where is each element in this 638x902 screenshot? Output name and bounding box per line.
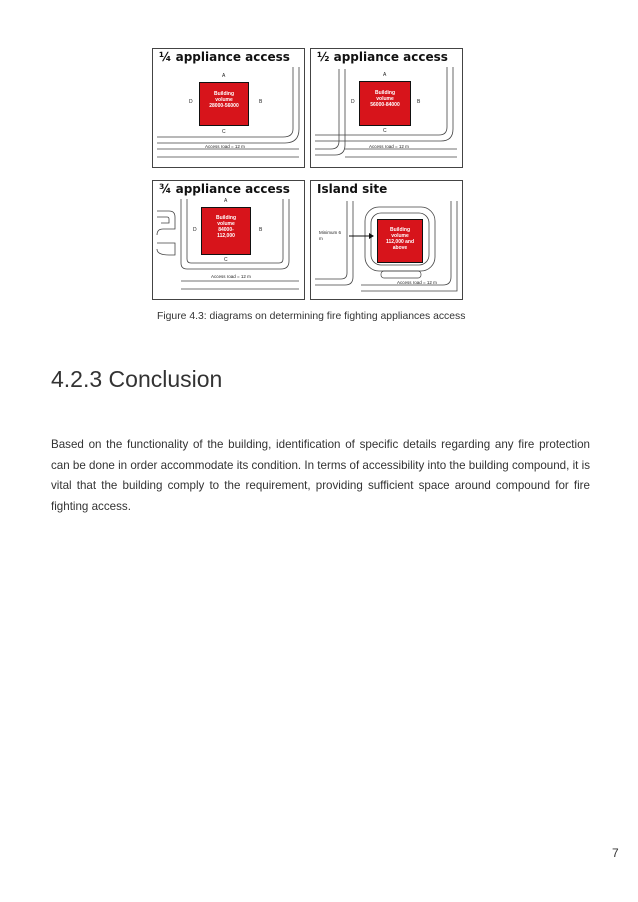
page-number: 7: [612, 846, 619, 860]
building-block: [201, 207, 251, 255]
minimum-distance-label: m: [319, 236, 323, 241]
building-block: [359, 81, 411, 126]
building-label-line: 28000-56000: [209, 103, 239, 109]
panel-title: ¾ appliance access: [159, 182, 290, 196]
building-block: [199, 82, 249, 126]
building-label-line: Building: [375, 90, 395, 96]
section-heading: 4.2.3 Conclusion: [51, 366, 223, 392]
access-road-label: Access road = 12 m: [211, 274, 251, 279]
panel-title: ½ appliance access: [317, 50, 448, 64]
label-a: A: [222, 73, 226, 79]
building-label-line: Building: [214, 91, 234, 97]
building-label-line: Building: [390, 227, 410, 233]
label-c: C: [383, 128, 387, 134]
access-road-label: Access road = 12 m: [369, 144, 409, 149]
diagram-island-site: [310, 180, 463, 300]
building-label-line: above: [392, 245, 408, 251]
building-label-line: volume: [215, 97, 233, 103]
panel-title: ¼ appliance access: [159, 50, 290, 64]
label-c: C: [222, 129, 226, 135]
diagram-half-access: [310, 48, 463, 168]
building-label-line: volume: [391, 233, 409, 239]
label-b: B: [259, 227, 263, 233]
label-d: D: [189, 99, 193, 105]
label-b: B: [417, 99, 421, 105]
section-body-text: Based on the functionality of the building, identification of specific details regarding any fire protection can be done in order accommodate its condition. In terms of accessibility into the building compound, it is vital that the building comply to the requirement, providing sufficient space around compound for fire fighting access.: [51, 438, 590, 513]
building-label-line: 112,000: [217, 233, 235, 239]
access-road-label: Access road = 12 m: [397, 280, 437, 285]
building-label-line: volume: [376, 96, 394, 102]
label-c: C: [224, 257, 228, 263]
label-d: D: [193, 227, 197, 233]
building-label-line: Building: [216, 215, 236, 221]
figure-caption: Figure 4.3: diagrams on determining fire fighting appliances access: [157, 311, 466, 322]
building-label-line: 112,000 and: [385, 239, 415, 245]
building-label-line: volume: [217, 221, 235, 227]
label-a: A: [224, 198, 228, 204]
building-label-line: 84000-: [218, 227, 234, 233]
access-road-label: Access road = 12 m: [205, 144, 245, 149]
panel-title: Island site: [317, 182, 388, 196]
building-label-line: 56000-84000: [370, 102, 400, 108]
label-a: A: [383, 72, 387, 78]
label-d: D: [351, 99, 355, 105]
building-block: [377, 219, 423, 263]
diagram-three-quarter-access: [152, 180, 305, 300]
diagram-quarter-access: [152, 48, 305, 168]
label-b: B: [259, 99, 263, 105]
minimum-distance-label: Minimum 6: [319, 230, 342, 235]
